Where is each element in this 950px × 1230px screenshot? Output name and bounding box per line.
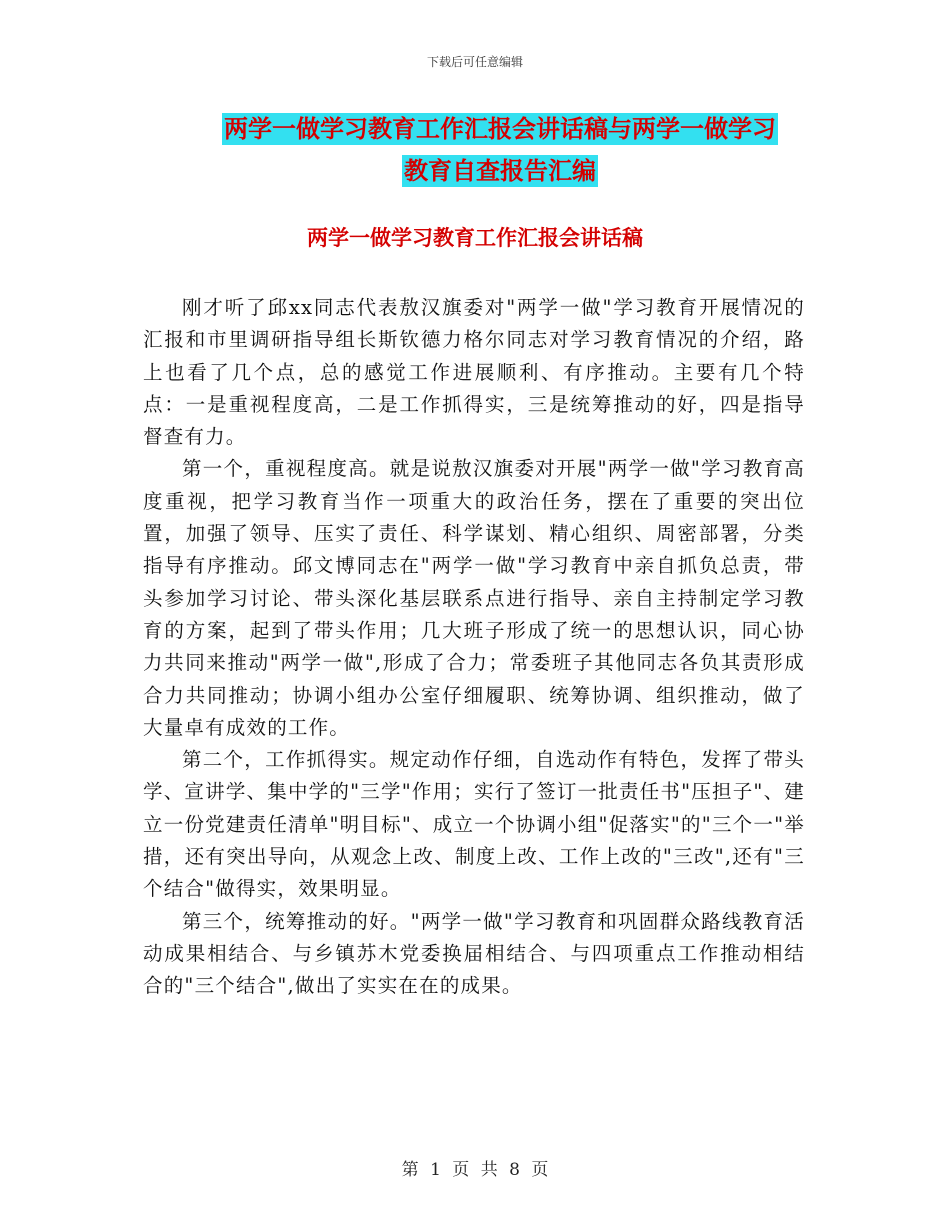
paragraph: 第二个，工作抓得实。规定动作仔细，自选动作有特色，发挥了带头学、宣讲学、集中学的"三学"作用；实行了签订一批责任书"压担子"、建立一份党建责任清单"明目标"、成立一个协调小组"促落实"的"三个一"举措，还有突出导向，从观念上改、制度上改、工作上改的"三改",还有"三个结合"做得实，效果明显。 [143, 748, 805, 901]
section-title: 两学一做学习教育工作汇报会讲话稿 [307, 226, 643, 250]
page-header-note: 下载后可任意编辑 [426, 55, 523, 69]
paragraph: 第一个，重视程度高。就是说敖汉旗委对开展"两学一做"学习教育高度重视，把学习教育当作一项重大的政治任务，摆在了重要的突出位置，加强了领导、压实了责任、科学谋划、精心组织、周密部署，分类指导有序推动。邱文博同志在"两学一做"学习教育中亲自抓负总责，带头参加学习讨论、带头深化基层联系点进行指导、亲自主持制定学习教育的方案，起到了带头作用；几大班子形成了统一的思想认识，同心协力共同来推动"两学一做",形成了合力；常委班子其他同志各负其责形成合力共同推动；协调小组办公室仔细履职、统筹协调、组织推动，做了大量卓有成效的工作。 [143, 457, 805, 739]
paragraph: 刚才听了邱xx同志代表敖汉旗委对"两学一做"学习教育开展情况的汇报和市里调研指导组长斯钦德力格尔同志对学习教育情况的介绍，路上也看了几个点，总的感觉工作进展顺利、有序推动。主要有几个特点：一是重视程度高，二是工作抓得实，三是统筹推动的好，四是指导督查有力。 [143, 296, 805, 449]
document-title-line-1: 两学一做学习教育工作汇报会讲话稿与两学一做学习 [224, 115, 776, 143]
page-number-footer: 第 1 页 共 8 页 [401, 1160, 549, 1180]
document-title-line-2: 教育自查报告汇编 [404, 157, 596, 185]
paragraph: 第三个，统筹推动的好。"两学一做"学习教育和巩固群众路线教育活动成果相结合、与乡镇苏木党委换届相结合、与四项重点工作推动相结合的"三个结合",做出了实实在在的成果。 [143, 909, 805, 998]
document-title [180, 108, 820, 192]
document-body [143, 292, 805, 1003]
